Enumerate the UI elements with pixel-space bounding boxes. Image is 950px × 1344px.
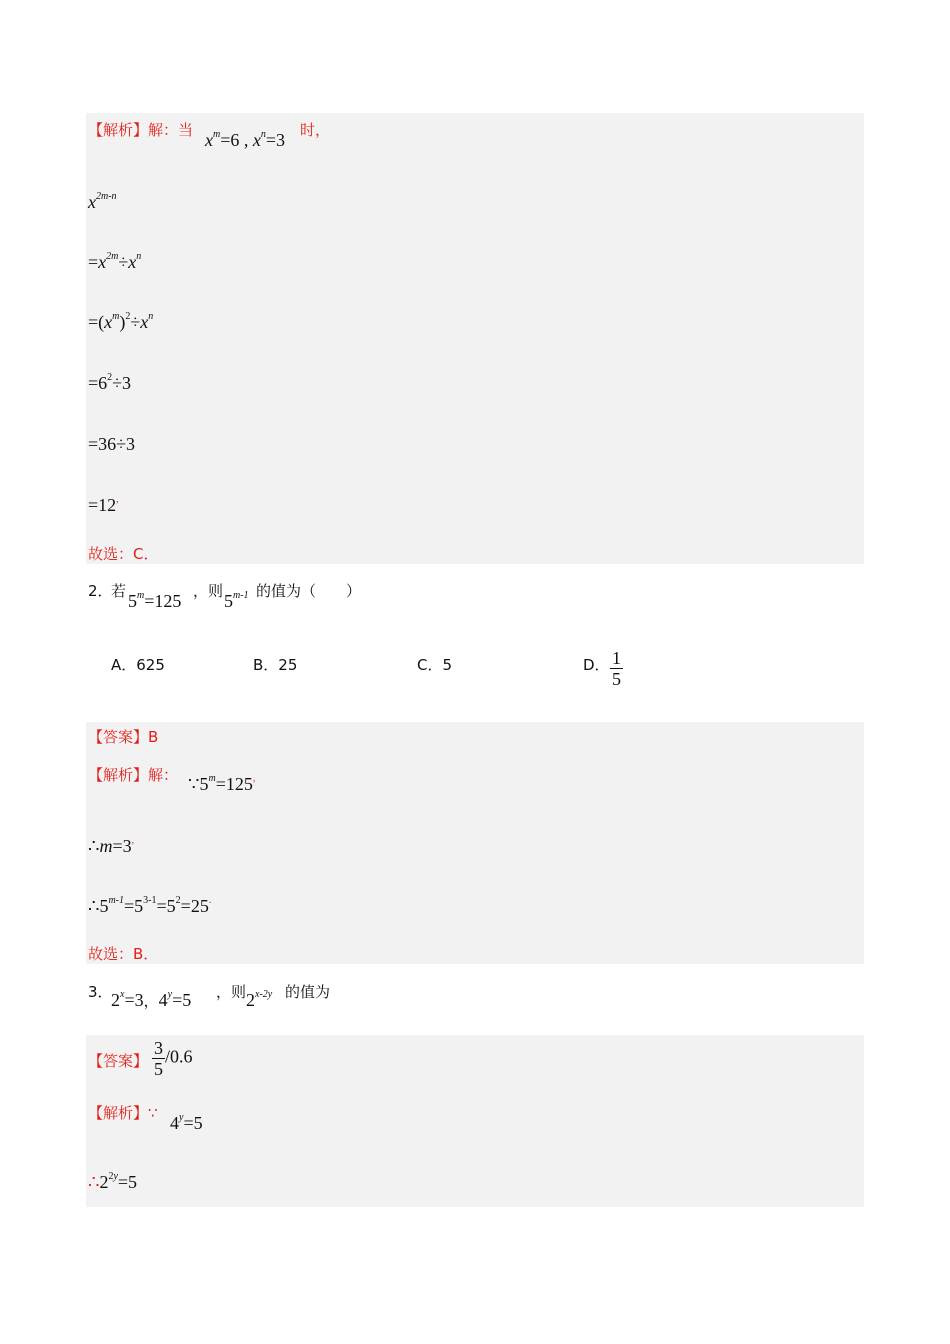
solution-2-line-1: $\because 5^m=125^,$ [188,773,256,794]
conclusion-1: 故选：C． [88,545,159,563]
option-d-letter: D． [583,656,610,674]
answer-tag-2: 【答案】B [88,728,159,746]
question-2-if: 若 [111,582,127,600]
solution-3-line-1: $4^y=5$ [170,1112,203,1133]
step-4: =36÷3 [88,434,136,454]
answer-3-value: $\frac{3}{5}$ /0.6 [154,1038,193,1079]
option-b[interactable] [253,654,297,675]
option-a-letter: A． [111,656,137,674]
condition-expression: $x^m=6$ , $x^n=3$ [205,129,286,150]
option-b-letter: B． [253,656,279,674]
step-1: $=x^{2m}\div x^n$ [88,251,142,272]
conclusion-2: 故选：B． [88,945,159,963]
question-2-then: ，则 [193,582,224,600]
step-2: $=(x^m)^2\div x^n$ [88,311,154,332]
option-d-fraction: $\frac{1}{5}$ [612,648,621,689]
option-b-value: 25 [278,656,298,674]
question-2-target: 5$^{m-1}$ [224,590,249,611]
option-a[interactable] [111,654,165,675]
expression-head: $x^{2m-n}$ [88,191,117,212]
question-3-tail: 的值为 [285,983,331,1001]
option-c-letter: C． [417,656,443,674]
question-3-number: 3． [88,983,113,1001]
option-a-value: 625 [136,656,165,674]
solution-panel-3 [86,1035,864,1207]
solution-2-line-3: $\therefore 5^{m-1}=5^{3-1}=5^2=25^.$ [88,895,212,916]
solution-panel-2 [86,722,864,964]
solution-3-line-2: $\therefore 2^{2y}=5$ [88,1171,138,1192]
question-2-condition: $5^m=125$ [128,590,182,611]
option-d[interactable] [583,654,610,675]
condition-tail: 时， [300,121,331,139]
question-3-then: ，则 [216,983,247,1001]
option-c[interactable] [417,654,452,675]
question-2-tail: 的值为（ ） [256,582,362,600]
analysis-tag-3: 【解析】∵ [88,1104,158,1122]
answer-tag-3: 【答案】 [88,1052,149,1070]
solution-2-line-2: ∴m=3, [88,835,135,856]
step-5: =12, [88,494,119,515]
option-c-value: 5 [442,656,453,674]
step-3: $=6^2\div 3$ [88,372,132,393]
question-3-target: $2^{x-2y}$ [246,989,273,1010]
analysis-tag-2: 【解析】解： [88,766,179,784]
solution-panel-1 [86,113,864,564]
question-3-conditions: $2^x=3$，$4^y=5$ [111,989,192,1010]
analysis-tag: 【解析】解：当 [88,121,194,139]
question-2-number: 2． [88,582,113,600]
